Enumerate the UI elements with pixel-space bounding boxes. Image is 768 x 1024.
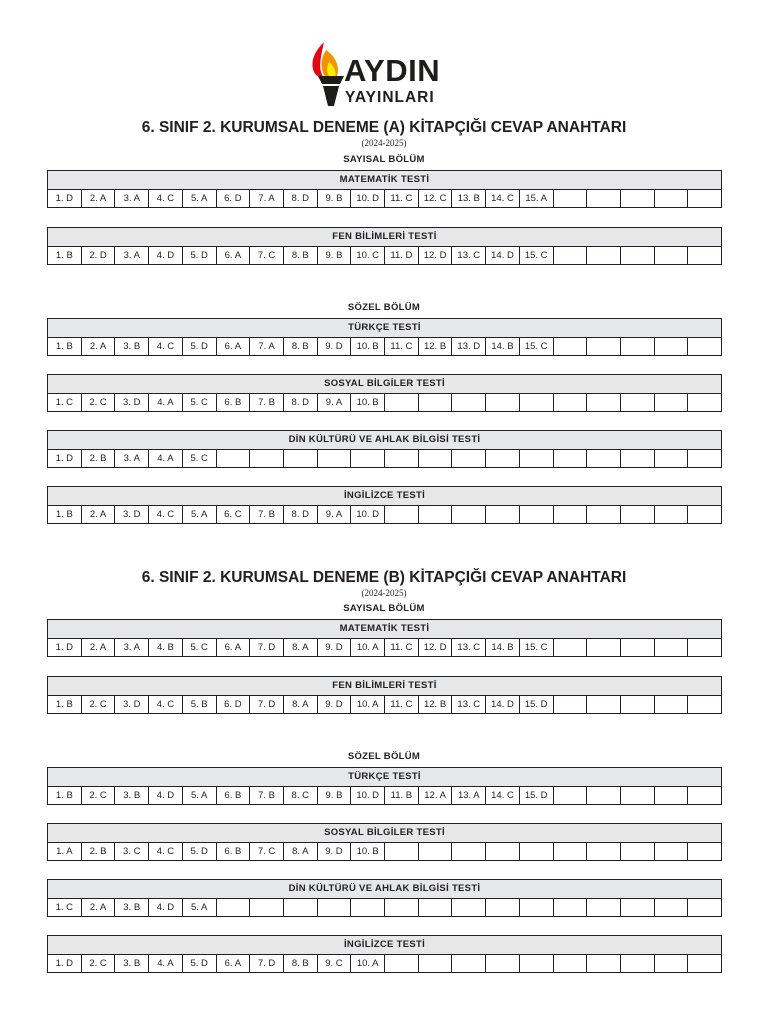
answer-cell: 2. C [82, 696, 116, 713]
empty-answer-cell [452, 899, 486, 916]
answer-table [47, 619, 722, 657]
empty-answer-cell [655, 843, 689, 860]
answer-cell: 1. B [48, 338, 82, 355]
answers-row [48, 247, 721, 264]
answer-cell: 4. D [149, 899, 183, 916]
answers-row [48, 955, 721, 972]
answer-cell: 15. A [520, 190, 554, 207]
answer-cell: 2. C [82, 955, 116, 972]
answer-cell: 5. C [183, 450, 217, 467]
empty-answer-cell [419, 955, 453, 972]
answer-cell: 11. D [385, 247, 419, 264]
empty-answer-cell [250, 899, 284, 916]
publisher-name: AYDIN [344, 53, 441, 88]
answer-cell: 4. B [149, 639, 183, 656]
answer-cell: 2. B [82, 450, 116, 467]
empty-answer-cell [587, 190, 621, 207]
answers-row [48, 843, 721, 860]
empty-answer-cell [621, 639, 655, 656]
empty-answer-cell [554, 787, 588, 804]
answer-cell: 14. C [486, 190, 520, 207]
answer-table [47, 935, 722, 973]
answer-cell: 12. D [419, 639, 453, 656]
empty-answer-cell [452, 450, 486, 467]
answers-row [48, 899, 721, 916]
answers-row [48, 639, 721, 656]
empty-answer-cell [554, 190, 588, 207]
answer-cell: 3. A [115, 450, 149, 467]
empty-answer-cell [554, 955, 588, 972]
answer-cell: 5. B [183, 696, 217, 713]
answer-cell: 9. D [318, 338, 352, 355]
empty-answer-cell [486, 955, 520, 972]
empty-answer-cell [452, 955, 486, 972]
answer-cell: 11. C [385, 338, 419, 355]
answer-cell: 3. B [115, 338, 149, 355]
empty-answer-cell [621, 506, 655, 523]
empty-answer-cell [655, 247, 689, 264]
answer-table [47, 227, 722, 265]
empty-answer-cell [250, 450, 284, 467]
booklet-b-sozel-label: SÖZEL BÖLÜM [347, 751, 421, 762]
answer-cell: 10. D [351, 506, 385, 523]
empty-answer-cell [587, 247, 621, 264]
answer-cell: 7. D [250, 696, 284, 713]
empty-answer-cell [688, 450, 721, 467]
empty-answer-cell [621, 696, 655, 713]
empty-answer-cell [655, 787, 689, 804]
answer-table [47, 374, 722, 412]
answer-cell: 15. C [520, 247, 554, 264]
answer-cell: 6. A [217, 955, 251, 972]
answer-cell: 14. B [486, 639, 520, 656]
answer-cell: 8. A [284, 843, 318, 860]
answer-cell: 11. C [385, 190, 419, 207]
answer-cell: 2. A [82, 190, 116, 207]
empty-answer-cell [688, 506, 721, 523]
answer-cell: 4. C [149, 696, 183, 713]
answer-cell: 4. A [149, 450, 183, 467]
test-name: FEN BİLİMLERİ TESTİ [48, 677, 721, 696]
empty-answer-cell [587, 450, 621, 467]
empty-answer-cell [486, 899, 520, 916]
answer-cell: 10. B [351, 338, 385, 355]
answer-cell: 5. D [183, 338, 217, 355]
empty-answer-cell [621, 787, 655, 804]
empty-answer-cell [587, 955, 621, 972]
empty-answer-cell [688, 338, 721, 355]
answer-cell: 15. D [520, 787, 554, 804]
empty-answer-cell [587, 843, 621, 860]
empty-answer-cell [419, 394, 453, 411]
answer-cell: 5. D [183, 247, 217, 264]
answer-cell: 7. A [250, 338, 284, 355]
answer-cell: 7. D [250, 955, 284, 972]
empty-answer-cell [452, 394, 486, 411]
empty-answer-cell [688, 955, 721, 972]
empty-answer-cell [655, 899, 689, 916]
empty-answer-cell [520, 394, 554, 411]
empty-answer-cell [419, 843, 453, 860]
answer-cell: 9. D [318, 639, 352, 656]
empty-answer-cell [688, 899, 721, 916]
empty-answer-cell [554, 394, 588, 411]
answers-row [48, 394, 721, 411]
empty-answer-cell [587, 899, 621, 916]
answer-cell: 7. B [250, 394, 284, 411]
answer-cell: 1. A [48, 843, 82, 860]
answer-cell: 8. D [284, 394, 318, 411]
empty-answer-cell [655, 955, 689, 972]
answers-row [48, 450, 721, 467]
answer-cell: 11. B [385, 787, 419, 804]
empty-answer-cell [554, 639, 588, 656]
empty-answer-cell [554, 899, 588, 916]
empty-answer-cell [587, 639, 621, 656]
answer-cell: 9. B [318, 190, 352, 207]
answer-cell: 13. A [452, 787, 486, 804]
answer-cell: 14. B [486, 338, 520, 355]
empty-answer-cell [554, 843, 588, 860]
answer-cell: 6. D [217, 190, 251, 207]
answer-cell: 5. D [183, 955, 217, 972]
answer-cell: 13. C [452, 639, 486, 656]
test-name: DİN KÜLTÜRÜ VE AHLAK BİLGİSİ TESTİ [48, 431, 721, 450]
answer-cell: 10. D [351, 787, 385, 804]
empty-answer-cell [688, 394, 721, 411]
answer-cell: 2. A [82, 506, 116, 523]
answers-row [48, 190, 721, 207]
empty-answer-cell [385, 450, 419, 467]
empty-answer-cell [385, 394, 419, 411]
empty-answer-cell [351, 899, 385, 916]
answer-cell: 9. D [318, 843, 352, 860]
answer-cell: 2. D [82, 247, 116, 264]
answer-cell: 2. C [82, 394, 116, 411]
answer-cell: 11. C [385, 696, 419, 713]
test-name: İNGİLİZCE TESTİ [48, 487, 721, 506]
answer-table [47, 676, 722, 714]
answer-cell: 3. D [115, 394, 149, 411]
empty-answer-cell [587, 696, 621, 713]
empty-answer-cell [587, 338, 621, 355]
answer-cell: 1. B [48, 696, 82, 713]
answer-cell: 4. C [149, 190, 183, 207]
answer-cell: 8. B [284, 955, 318, 972]
answer-cell: 7. C [250, 247, 284, 264]
test-name: FEN BİLİMLERİ TESTİ [48, 228, 721, 247]
answer-cell: 8. C [284, 787, 318, 804]
booklet-b-sayisal-label: SAYISAL BÖLÜM [343, 603, 425, 614]
empty-answer-cell [655, 450, 689, 467]
publisher-subtitle: YAYINLARI [345, 89, 435, 106]
booklet-a-sozel-label: SÖZEL BÖLÜM [347, 302, 421, 313]
empty-answer-cell [452, 506, 486, 523]
answer-cell: 7. D [250, 639, 284, 656]
answer-cell: 3. C [115, 843, 149, 860]
empty-answer-cell [486, 506, 520, 523]
empty-answer-cell [688, 787, 721, 804]
empty-answer-cell [520, 899, 554, 916]
answer-cell: 1. D [48, 639, 82, 656]
answer-cell: 13. C [452, 247, 486, 264]
answer-cell: 7. B [250, 787, 284, 804]
answer-cell: 11. C [385, 639, 419, 656]
answer-cell: 2. A [82, 639, 116, 656]
booklet-a-sayisal-label: SAYISAL BÖLÜM [343, 154, 425, 165]
answer-cell: 6. A [217, 247, 251, 264]
booklet-a-year: (2024-2025) [361, 138, 407, 148]
answer-cell: 1. D [48, 450, 82, 467]
answer-cell: 10. A [351, 696, 385, 713]
answer-cell: 9. A [318, 394, 352, 411]
empty-answer-cell [688, 190, 721, 207]
answer-cell: 14. D [486, 247, 520, 264]
answer-cell: 8. B [284, 247, 318, 264]
answer-cell: 12. C [419, 190, 453, 207]
answer-cell: 4. C [149, 843, 183, 860]
answer-cell: 12. B [419, 338, 453, 355]
answer-table [47, 879, 722, 917]
answer-cell: 6. B [217, 787, 251, 804]
answer-cell: 5. A [183, 506, 217, 523]
answer-cell: 2. C [82, 787, 116, 804]
answer-cell: 6. B [217, 394, 251, 411]
answer-cell: 12. D [419, 247, 453, 264]
empty-answer-cell [452, 843, 486, 860]
answer-cell: 9. B [318, 247, 352, 264]
answer-cell: 8. D [284, 190, 318, 207]
empty-answer-cell [655, 394, 689, 411]
answer-cell: 6. B [217, 843, 251, 860]
answer-cell: 6. D [217, 696, 251, 713]
answer-table [47, 318, 722, 356]
answer-cell: 10. D [351, 190, 385, 207]
answer-cell: 6. A [217, 338, 251, 355]
answer-cell: 3. A [115, 190, 149, 207]
test-name: TÜRKÇE TESTİ [48, 319, 721, 338]
test-name: MATEMATİK TESTİ [48, 171, 721, 190]
answer-cell: 4. C [149, 338, 183, 355]
empty-answer-cell [688, 639, 721, 656]
test-name: TÜRKÇE TESTİ [48, 768, 721, 787]
answer-cell: 10. A [351, 955, 385, 972]
empty-answer-cell [655, 190, 689, 207]
answer-cell: 1. C [48, 394, 82, 411]
empty-answer-cell [655, 696, 689, 713]
answer-cell: 4. C [149, 506, 183, 523]
answer-cell: 8. A [284, 639, 318, 656]
answer-cell: 3. D [115, 696, 149, 713]
empty-answer-cell [520, 450, 554, 467]
empty-answer-cell [621, 247, 655, 264]
empty-answer-cell [554, 506, 588, 523]
answer-cell: 9. B [318, 787, 352, 804]
answer-cell: 15. C [520, 338, 554, 355]
empty-answer-cell [587, 394, 621, 411]
empty-answer-cell [621, 338, 655, 355]
test-name: MATEMATİK TESTİ [48, 620, 721, 639]
answer-cell: 1. B [48, 247, 82, 264]
empty-answer-cell [419, 506, 453, 523]
empty-answer-cell [655, 639, 689, 656]
empty-answer-cell [419, 450, 453, 467]
empty-answer-cell [385, 843, 419, 860]
answer-cell: 9. D [318, 696, 352, 713]
answer-cell: 7. A [250, 190, 284, 207]
test-name: İNGİLİZCE TESTİ [48, 936, 721, 955]
answer-cell: 5. A [183, 787, 217, 804]
empty-answer-cell [318, 899, 352, 916]
answer-cell: 15. C [520, 639, 554, 656]
answer-cell: 7. C [250, 843, 284, 860]
answers-row [48, 787, 721, 804]
empty-answer-cell [621, 190, 655, 207]
answer-cell: 8. A [284, 696, 318, 713]
answer-cell: 10. B [351, 394, 385, 411]
answer-table [47, 823, 722, 861]
answer-cell: 9. A [318, 506, 352, 523]
answers-row [48, 506, 721, 523]
test-name: SOSYAL BİLGİLER TESTİ [48, 375, 721, 394]
empty-answer-cell [554, 450, 588, 467]
answer-cell: 5. A [183, 190, 217, 207]
answer-cell: 5. D [183, 843, 217, 860]
empty-answer-cell [554, 696, 588, 713]
answer-cell: 5. C [183, 394, 217, 411]
empty-answer-cell [284, 450, 318, 467]
empty-answer-cell [284, 899, 318, 916]
answer-cell: 1. B [48, 506, 82, 523]
empty-answer-cell [655, 338, 689, 355]
answer-cell: 6. A [217, 639, 251, 656]
answer-cell: 3. A [115, 639, 149, 656]
empty-answer-cell [217, 899, 251, 916]
answer-cell: 15. D [520, 696, 554, 713]
answer-cell: 14. C [486, 787, 520, 804]
empty-answer-cell [554, 338, 588, 355]
answer-cell: 13. C [452, 696, 486, 713]
empty-answer-cell [688, 247, 721, 264]
empty-answer-cell [486, 450, 520, 467]
booklet-a-title: 6. SINIF 2. KURUMSAL DENEME (A) KİTAPÇIĞI CEVAP ANAHTARI [141, 119, 627, 136]
empty-answer-cell [621, 450, 655, 467]
booklet-b-year: (2024-2025) [361, 588, 407, 598]
test-name: SOSYAL BİLGİLER TESTİ [48, 824, 721, 843]
empty-answer-cell [385, 955, 419, 972]
answer-cell: 1. B [48, 787, 82, 804]
answer-cell: 10. B [351, 843, 385, 860]
answer-cell: 4. D [149, 787, 183, 804]
answer-cell: 13. B [452, 190, 486, 207]
answer-cell: 1. C [48, 899, 82, 916]
answer-cell: 12. A [419, 787, 453, 804]
empty-answer-cell [217, 450, 251, 467]
publisher-logo [310, 40, 450, 110]
empty-answer-cell [520, 955, 554, 972]
empty-answer-cell [655, 506, 689, 523]
answer-cell: 2. A [82, 338, 116, 355]
empty-answer-cell [351, 450, 385, 467]
answer-cell: 3. D [115, 506, 149, 523]
empty-answer-cell [621, 394, 655, 411]
empty-answer-cell [486, 394, 520, 411]
empty-answer-cell [318, 450, 352, 467]
answer-table [47, 170, 722, 208]
answer-cell: 5. A [183, 899, 217, 916]
answer-cell: 5. C [183, 639, 217, 656]
empty-answer-cell [486, 843, 520, 860]
answer-table [47, 430, 722, 468]
answer-cell: 10. A [351, 639, 385, 656]
empty-answer-cell [520, 506, 554, 523]
answer-cell: 3. B [115, 955, 149, 972]
answer-cell: 10. C [351, 247, 385, 264]
answer-cell: 4. D [149, 247, 183, 264]
test-name: DİN KÜLTÜRÜ VE AHLAK BİLGİSİ TESTİ [48, 880, 721, 899]
answer-cell: 8. D [284, 506, 318, 523]
answer-cell: 4. A [149, 955, 183, 972]
answer-cell: 1. D [48, 955, 82, 972]
answer-cell: 14. D [486, 696, 520, 713]
answer-cell: 7. B [250, 506, 284, 523]
empty-answer-cell [587, 787, 621, 804]
answers-row [48, 338, 721, 355]
empty-answer-cell [554, 247, 588, 264]
answer-cell: 3. A [115, 247, 149, 264]
answer-cell: 1. D [48, 190, 82, 207]
empty-answer-cell [385, 506, 419, 523]
answer-table [47, 767, 722, 805]
empty-answer-cell [688, 843, 721, 860]
answer-cell: 3. B [115, 899, 149, 916]
answers-row [48, 696, 721, 713]
answer-cell: 6. C [217, 506, 251, 523]
answer-cell: 4. A [149, 394, 183, 411]
empty-answer-cell [688, 696, 721, 713]
answer-cell: 3. B [115, 787, 149, 804]
answer-cell: 8. B [284, 338, 318, 355]
booklet-b-title: 6. SINIF 2. KURUMSAL DENEME (B) KİTAPÇIĞI CEVAP ANAHTARI [141, 569, 627, 586]
answer-cell: 13. D [452, 338, 486, 355]
empty-answer-cell [621, 955, 655, 972]
answer-table [47, 486, 722, 524]
answer-cell: 2. A [82, 899, 116, 916]
answer-cell: 12. B [419, 696, 453, 713]
answer-cell: 2. B [82, 843, 116, 860]
empty-answer-cell [587, 506, 621, 523]
empty-answer-cell [621, 843, 655, 860]
empty-answer-cell [385, 899, 419, 916]
empty-answer-cell [419, 899, 453, 916]
empty-answer-cell [520, 843, 554, 860]
answer-cell: 9. C [318, 955, 352, 972]
empty-answer-cell [621, 899, 655, 916]
